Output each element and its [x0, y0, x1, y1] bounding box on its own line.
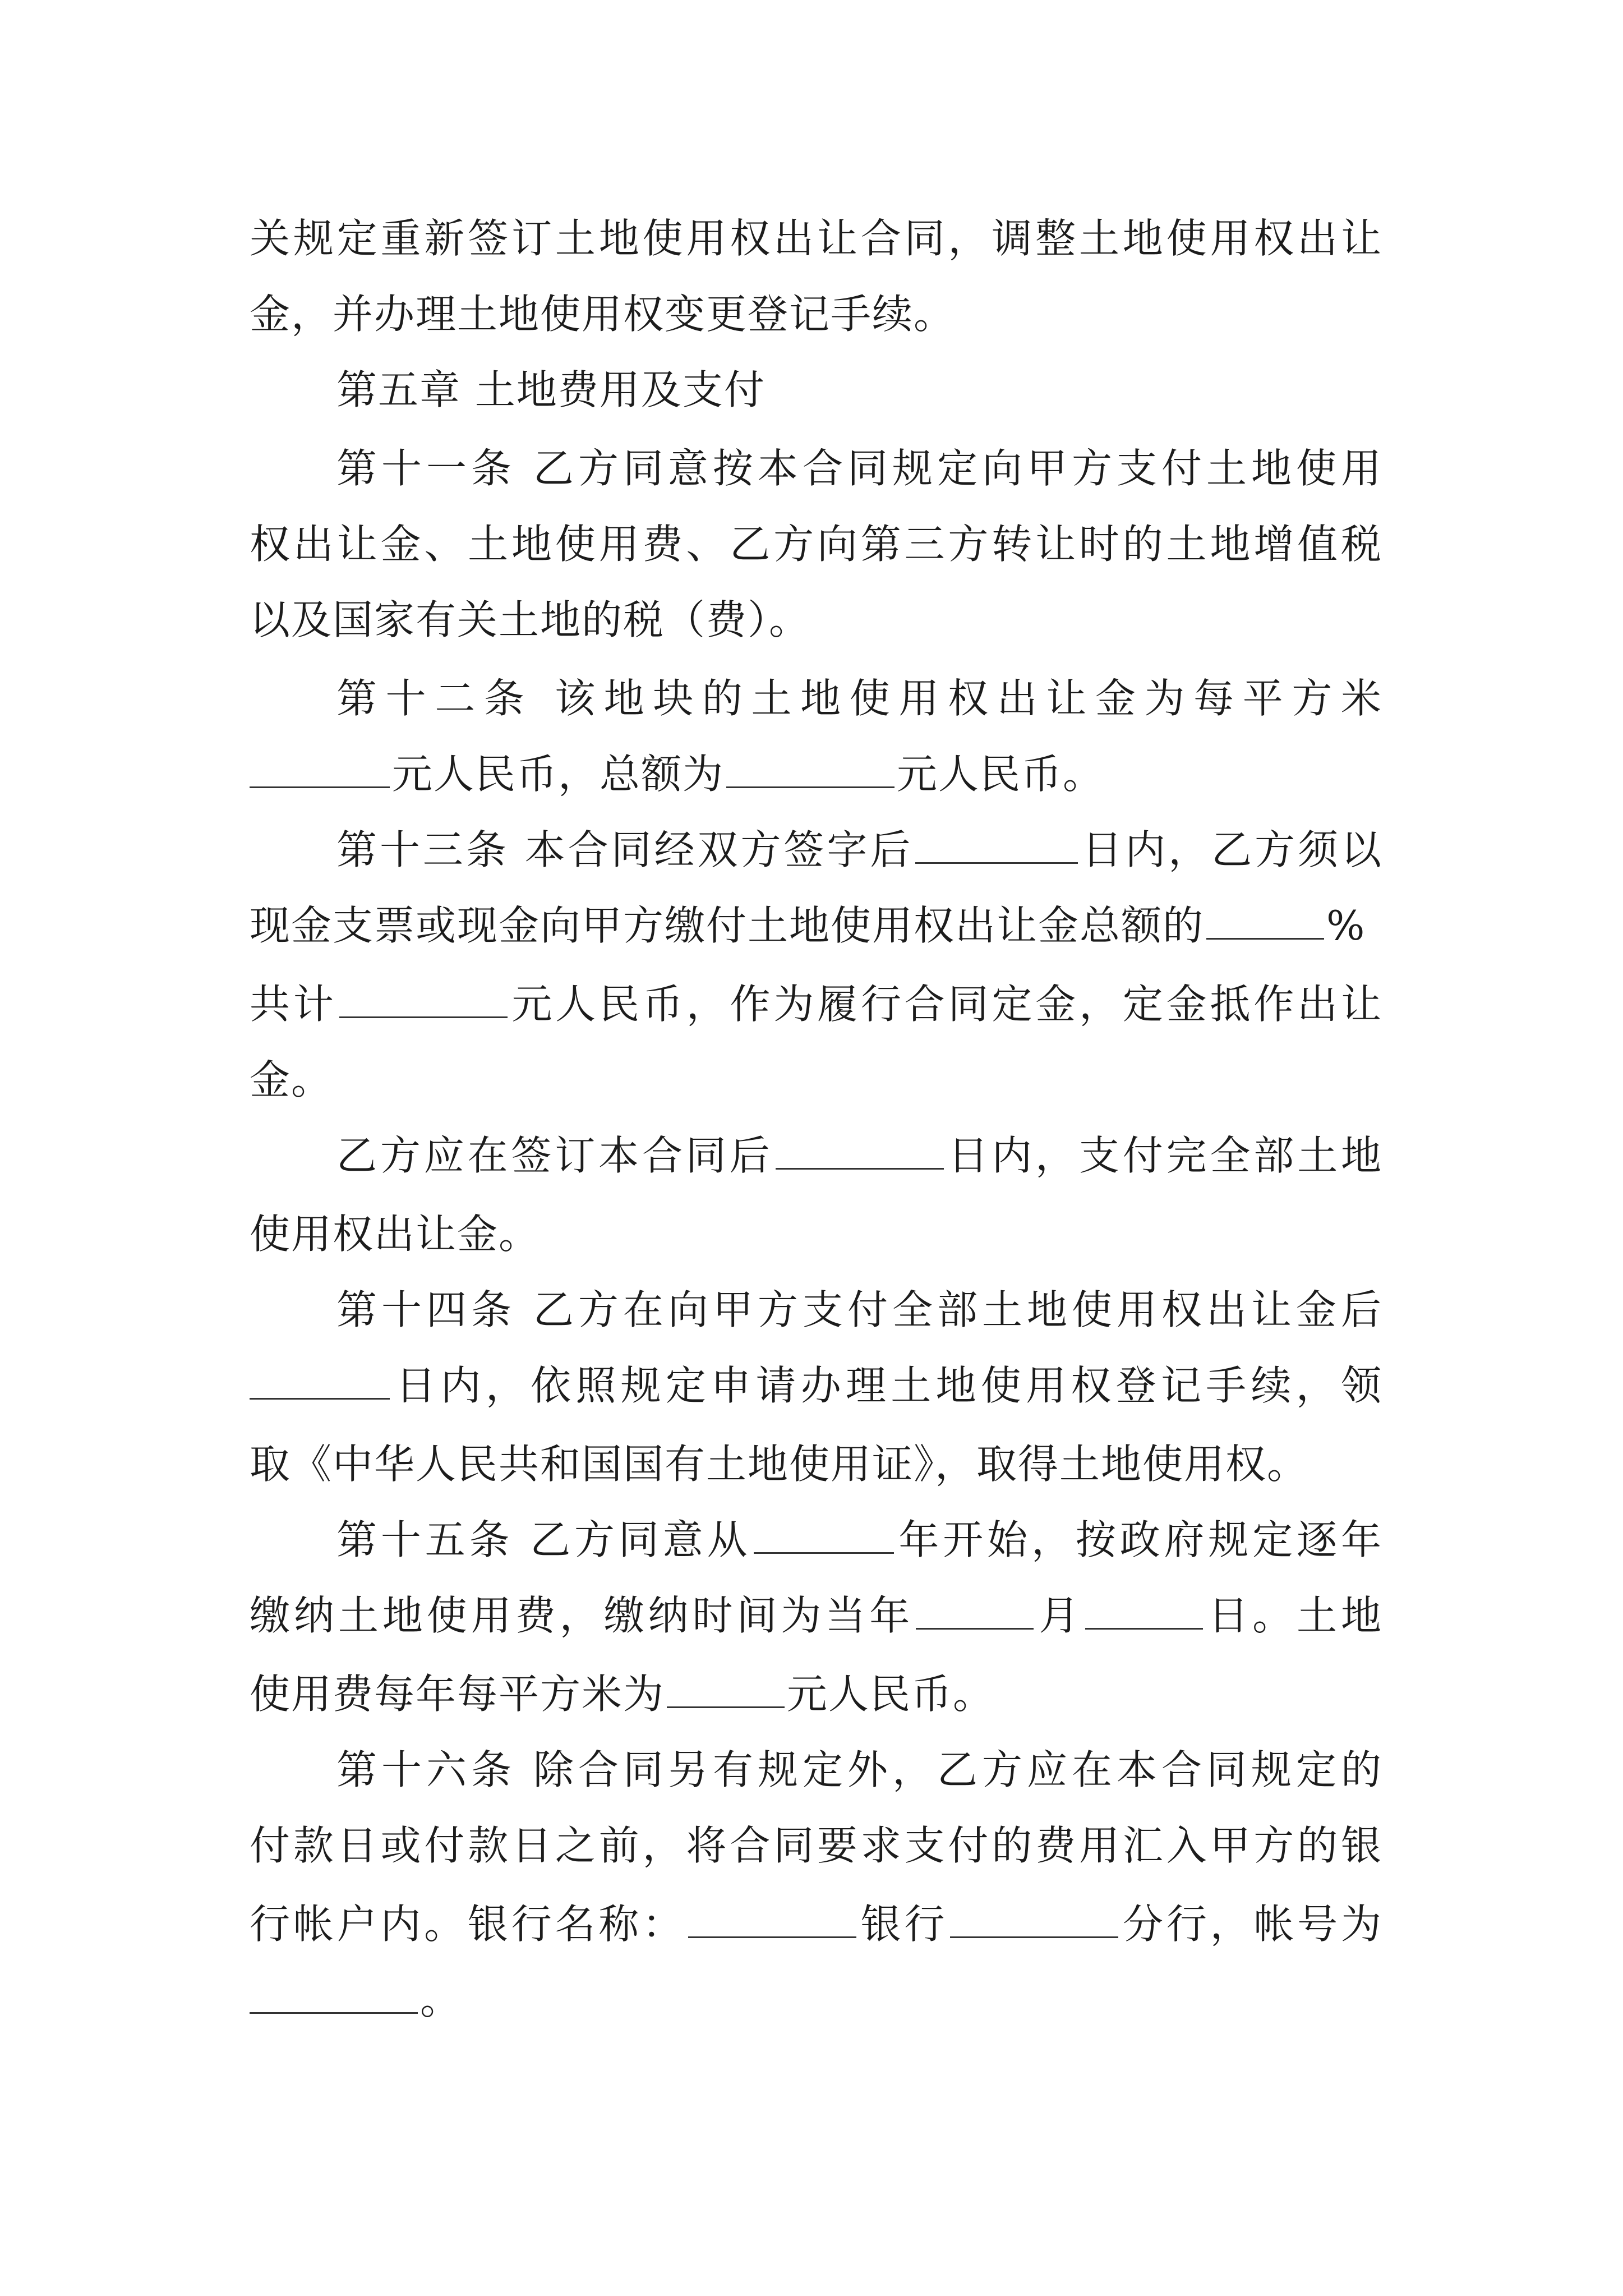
text-segment: 第十三条 本合同经双方签字后 — [336, 826, 914, 873]
article-11-line: 第十一条 乙方同意按本合同规定向甲方支付土地使用 — [336, 445, 1382, 492]
text-segment: 第十五条 乙方同意从 — [336, 1516, 751, 1563]
text-line — [250, 1890, 1382, 1958]
text-line — [250, 1582, 1382, 1649]
text-line — [250, 1352, 1382, 1419]
text-line: 使用权出让金。 — [250, 1211, 541, 1258]
text-segment: 乙方应在签订本合同后 — [336, 1132, 773, 1179]
fill-blank — [250, 1968, 418, 2014]
fill-blank — [950, 1893, 1118, 1938]
text-line — [250, 970, 1382, 1038]
text-segment: 。 — [420, 1976, 462, 2023]
fill-blank — [776, 1124, 944, 1170]
text-segment: 缴纳土地使用费，缴纳时间为当年 — [250, 1592, 914, 1639]
fill-blank — [1085, 1584, 1203, 1630]
fill-blank — [726, 743, 895, 788]
text-segment: 年开始，按政府规定逐年 — [896, 1516, 1382, 1563]
chapter-heading: 第五章 土地费用及支付 — [336, 366, 766, 413]
fill-blank — [916, 1584, 1034, 1630]
fill-blank — [339, 973, 508, 1018]
text-segment: 共计 — [250, 981, 337, 1028]
text-line: 权出让金、土地使用费、乙方向第三方转让时的土地增值税 — [250, 521, 1382, 568]
text-line — [250, 1966, 1382, 2033]
text-segment: 元人民币，总额为 — [392, 751, 725, 798]
text-line — [250, 892, 1408, 959]
text-line: 金，并办理土地使用权变更登记手续。 — [250, 291, 956, 338]
text-segment: 行帐户内。银行名称： — [250, 1901, 686, 1948]
text-line: 付款日或付款日之前，将合同要求支付的费用汇入甲方的银 — [250, 1822, 1382, 1869]
text-segment: 分行，帐号为 — [1121, 1901, 1382, 1948]
text-segment: 银行 — [858, 1901, 948, 1948]
fill-blank — [667, 1663, 785, 1708]
text-segment: 日内，乙方须以 — [1080, 826, 1382, 873]
text-line: 取《中华人民共和国国有土地使用证》，取得土地使用权。 — [250, 1441, 1309, 1488]
fill-blank — [754, 1508, 894, 1554]
fill-blank — [250, 1354, 390, 1400]
fill-blank — [1206, 894, 1324, 940]
article-12-line: 第十二条 该地块的土地使用权出让金为每平方米 — [336, 675, 1382, 722]
text-segment: 日内，支付完全部土地 — [946, 1132, 1382, 1179]
article-16-line: 第十六条 除合同另有规定外，乙方应在本合同规定的 — [336, 1746, 1382, 1793]
text-segment: % — [1326, 902, 1366, 949]
text-segment: 元人民币。 — [787, 1671, 995, 1718]
article-13-line — [336, 816, 1382, 884]
article-14-line: 第十四条 乙方在向甲方支付全部土地使用权出让金后 — [336, 1286, 1382, 1333]
text-segment: 现金支票或现金向甲方缴付土地使用权出让金总额的 — [250, 902, 1205, 949]
text-segment: 元人民币，作为履行合同定金，定金抵作出让 — [509, 981, 1382, 1028]
text-segment: 日内，依照规定申请办理土地使用权登记手续，领 — [392, 1362, 1382, 1409]
text-line: 关规定重新签订土地使用权出让合同，调整土地使用权出让 — [250, 215, 1382, 262]
fill-blank — [250, 743, 390, 788]
fill-blank — [688, 1893, 856, 1938]
fill-blank — [915, 818, 1078, 864]
article-15-line — [336, 1506, 1382, 1573]
text-segment: 元人民币。 — [897, 751, 1105, 798]
paragraph-line — [336, 1122, 1382, 1189]
text-line — [250, 740, 1382, 808]
text-line: 金。 — [250, 1056, 333, 1103]
text-line: 以及国家有关土地的税（费）。 — [250, 596, 811, 643]
text-line — [250, 1660, 1382, 1728]
text-segment: 日。土地 — [1205, 1592, 1382, 1639]
text-segment: 使用费每年每平方米为 — [250, 1671, 665, 1718]
text-segment: 月 — [1036, 1592, 1083, 1639]
